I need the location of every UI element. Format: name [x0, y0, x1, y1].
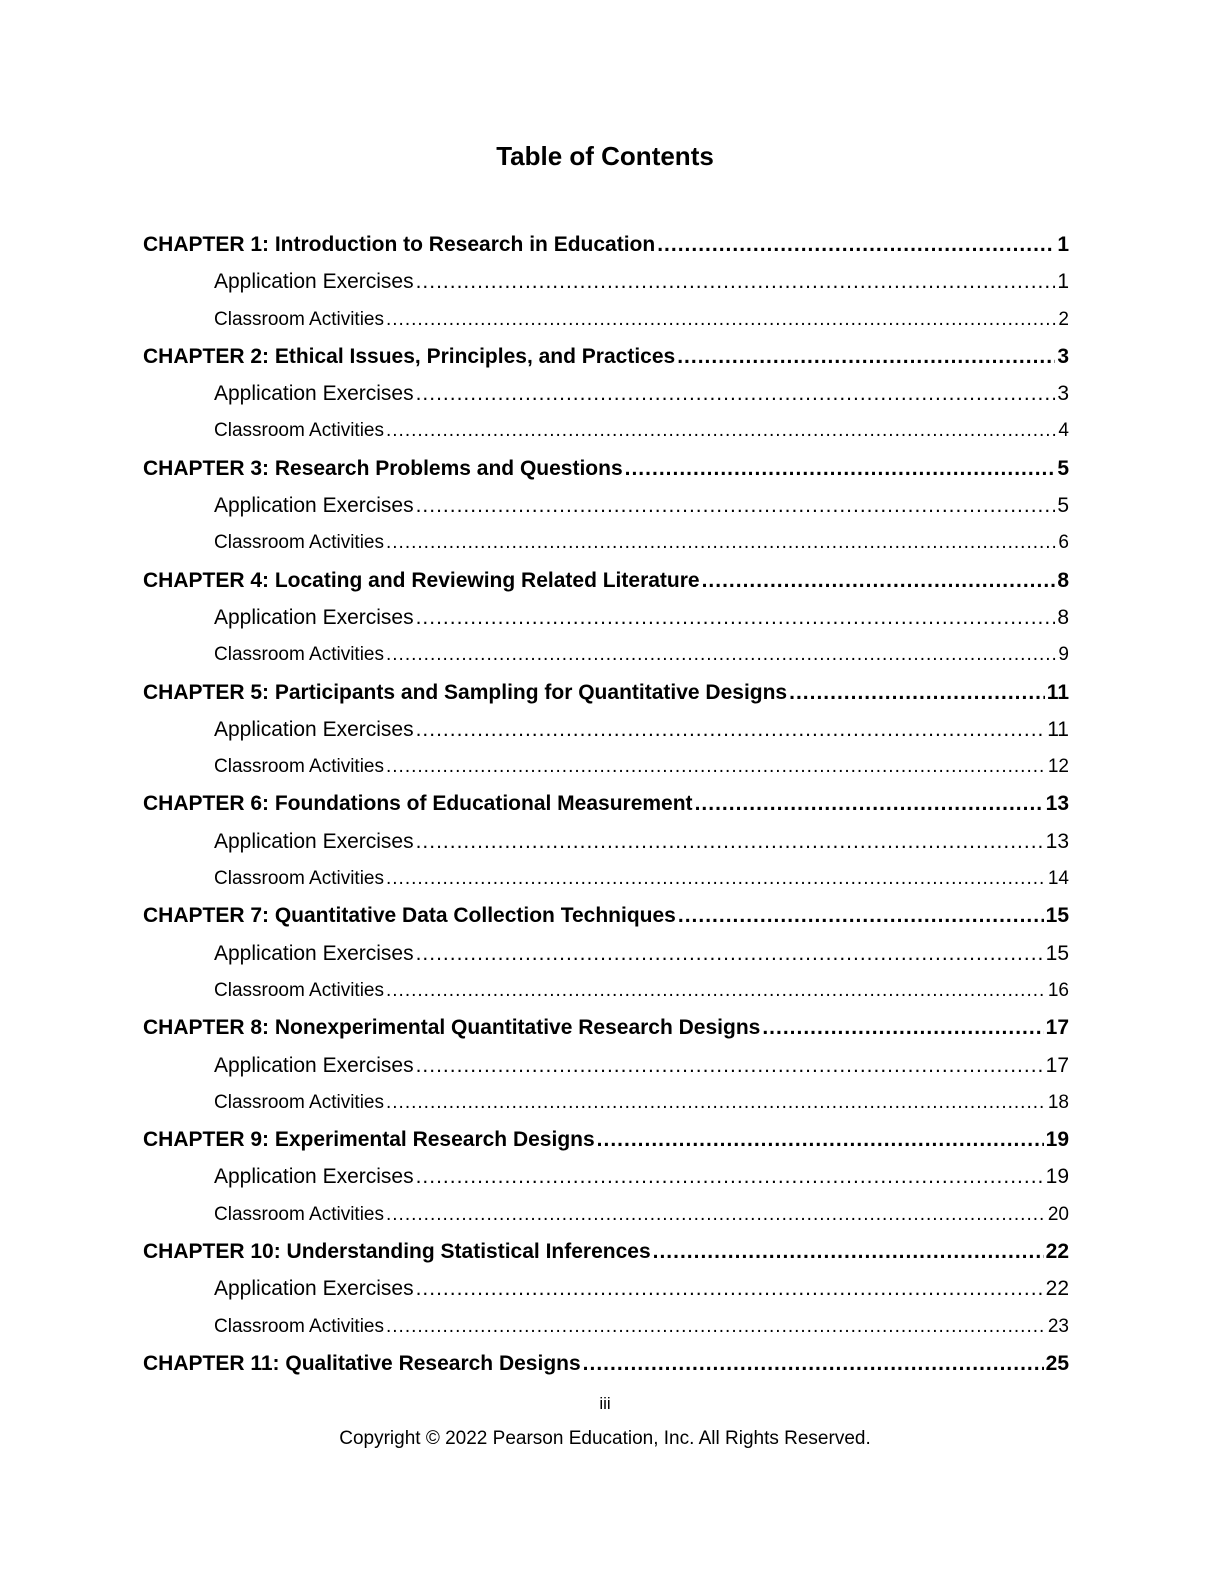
toc-entry-page: 22 — [1045, 1277, 1069, 1301]
toc-entry-label: CHAPTER 1: Introduction to Research in Education — [143, 233, 656, 256]
toc-subentry[interactable] — [143, 935, 1069, 972]
toc-entry-page: 20 — [1047, 1203, 1069, 1225]
dot-leader — [416, 1270, 1044, 1307]
toc-entry-label: CHAPTER 10: Understanding Statistical Inferences — [143, 1240, 651, 1264]
dot-leader — [386, 860, 1046, 897]
toc-entry-page: 2 — [1058, 308, 1069, 330]
toc-entry-page: 1 — [1057, 233, 1069, 256]
toc-entry-page: 1 — [1057, 270, 1069, 294]
toc-chapter-entry[interactable] — [143, 226, 1069, 263]
toc-entry-page: 8 — [1057, 605, 1069, 629]
dot-leader — [386, 972, 1046, 1009]
footer-copyright: Copyright © 2022 Pearson Education, Inc. All Rights Reserved. — [339, 1428, 871, 1449]
toc-entry-page: 16 — [1047, 979, 1069, 1001]
toc-subentry[interactable] — [143, 1270, 1069, 1307]
toc-entry-label: Application Exercises — [214, 605, 414, 629]
toc-subentry[interactable] — [143, 1158, 1069, 1195]
dot-leader — [386, 301, 1056, 338]
toc-entry-page: 3 — [1057, 344, 1069, 368]
toc-subentry[interactable] — [143, 375, 1069, 412]
toc-entry-label: Application Exercises — [214, 270, 414, 294]
toc-entry-label: Classroom Activities — [214, 532, 384, 554]
toc-subentry[interactable] — [143, 263, 1069, 300]
toc-entry-page: 15 — [1045, 904, 1069, 928]
dot-leader — [416, 487, 1056, 524]
toc-entry-label: Application Exercises — [214, 829, 414, 853]
toc-entry-page: 22 — [1045, 1240, 1069, 1264]
toc-entry-label: CHAPTER 11: Qualitative Research Designs — [143, 1351, 581, 1375]
dot-leader — [416, 711, 1046, 748]
toc-chapter-entry[interactable] — [143, 897, 1069, 934]
footer-page-number: iii — [599, 1394, 611, 1413]
toc-chapter-entry[interactable] — [143, 450, 1069, 487]
dot-leader — [416, 935, 1044, 972]
toc-entry-page: 19 — [1045, 1165, 1069, 1189]
dot-leader — [416, 1047, 1044, 1084]
toc-subentry[interactable] — [143, 711, 1069, 748]
dot-leader — [386, 412, 1056, 449]
toc-subentry[interactable] — [143, 860, 1069, 897]
toc-entry-page: 11 — [1047, 717, 1069, 741]
dot-leader — [386, 748, 1046, 785]
toc-entry-page: 17 — [1045, 1053, 1069, 1077]
dot-leader — [386, 1196, 1046, 1233]
toc-subentry[interactable] — [143, 487, 1069, 524]
dot-leader — [657, 226, 1055, 263]
toc-subentry[interactable] — [143, 1047, 1069, 1084]
dot-leader — [416, 599, 1056, 636]
dot-leader — [416, 375, 1056, 412]
toc-entry-page: 4 — [1058, 420, 1069, 442]
toc-entry-page: 13 — [1045, 829, 1069, 853]
toc-chapter-entry[interactable] — [143, 674, 1069, 711]
toc-entry-page: 12 — [1047, 756, 1069, 778]
toc-chapter-entry[interactable] — [143, 338, 1069, 375]
toc-entry-page: 6 — [1058, 532, 1069, 554]
toc-entry-label: Classroom Activities — [214, 308, 384, 330]
toc-entry-page: 17 — [1045, 1016, 1069, 1040]
toc-entry-label: Application Exercises — [214, 494, 414, 518]
toc-entry-label: Application Exercises — [214, 1277, 414, 1301]
dot-leader — [416, 1158, 1044, 1195]
toc-entry-page: 19 — [1045, 1128, 1069, 1152]
toc-entry-label: CHAPTER 5: Participants and Sampling for Quantitative Designs — [143, 680, 788, 704]
dot-leader — [678, 897, 1044, 934]
toc-entry-label: CHAPTER 4: Locating and Reviewing Related Literature — [143, 568, 700, 592]
toc-entry-label: CHAPTER 8: Nonexperimental Quantitative Research Designs — [143, 1016, 761, 1040]
dot-leader — [789, 674, 1045, 711]
toc-chapter-entry[interactable] — [143, 1009, 1069, 1046]
toc-chapter-entry[interactable] — [143, 1233, 1069, 1270]
toc-entry-label: CHAPTER 6: Foundations of Educational Measurement — [143, 792, 693, 816]
toc-chapter-entry[interactable] — [143, 1345, 1069, 1382]
toc-entry-page: 15 — [1045, 941, 1069, 965]
toc-chapter-entry[interactable] — [143, 785, 1069, 822]
toc-subentry[interactable] — [143, 412, 1069, 449]
toc-entry-label: Classroom Activities — [214, 868, 384, 890]
toc-entry-page: 23 — [1047, 1315, 1069, 1337]
toc-entry-label: CHAPTER 7: Quantitative Data Collection Techniques — [143, 904, 676, 928]
toc-entry-page: 11 — [1046, 680, 1069, 704]
toc-entry-page: 3 — [1057, 382, 1069, 406]
toc-subentry[interactable] — [143, 1308, 1069, 1345]
toc-subentry[interactable] — [143, 599, 1069, 636]
toc-subentry[interactable] — [143, 823, 1069, 860]
dot-leader — [416, 263, 1056, 300]
toc-subentry[interactable] — [143, 524, 1069, 561]
toc-entry-page: 5 — [1057, 456, 1069, 480]
toc-entry-page: 25 — [1045, 1351, 1069, 1375]
toc-entry-label: Application Exercises — [214, 941, 414, 965]
toc-entry-label: Classroom Activities — [214, 644, 384, 666]
toc-entry-page: 5 — [1057, 494, 1069, 518]
toc-subentry[interactable] — [143, 972, 1069, 1009]
toc-chapter-entry[interactable] — [143, 1121, 1069, 1158]
toc-entry-label: Classroom Activities — [214, 756, 384, 778]
dot-leader — [416, 823, 1044, 860]
dot-leader — [386, 636, 1056, 673]
toc-subentry[interactable] — [143, 748, 1069, 785]
dot-leader — [762, 1009, 1043, 1046]
toc-entry-page: 18 — [1047, 1091, 1069, 1113]
toc-entry-label: CHAPTER 3: Research Problems and Questions — [143, 456, 623, 480]
toc-entry-page: 14 — [1047, 868, 1069, 890]
dot-leader — [653, 1233, 1044, 1270]
toc-entry-label: Application Exercises — [214, 717, 414, 741]
toc-entry-label: Application Exercises — [214, 382, 414, 406]
toc-entry-label: Classroom Activities — [214, 1203, 384, 1225]
toc-subentry[interactable] — [143, 1196, 1069, 1233]
toc-entry-label: Classroom Activities — [214, 1091, 384, 1113]
toc-entry-page: 9 — [1058, 644, 1069, 666]
page-title: Table of Contents — [496, 141, 714, 171]
toc-entry-label: Classroom Activities — [214, 979, 384, 1001]
toc-entry-label: Application Exercises — [214, 1165, 414, 1189]
toc-entry-label: Classroom Activities — [214, 420, 384, 442]
toc-subentry[interactable] — [143, 636, 1069, 673]
dot-leader — [677, 338, 1055, 375]
dot-leader — [702, 562, 1056, 599]
dot-leader — [386, 524, 1056, 561]
toc-entry-page: 13 — [1045, 792, 1069, 816]
toc-entry-page: 8 — [1057, 568, 1069, 592]
toc-entry-label: CHAPTER 9: Experimental Research Designs — [143, 1128, 595, 1152]
toc-entry-label: CHAPTER 2: Ethical Issues, Principles, and Practices — [143, 344, 676, 368]
toc-subentry[interactable] — [143, 301, 1069, 338]
toc-chapter-entry[interactable] — [143, 562, 1069, 599]
toc-entry-label: Classroom Activities — [214, 1315, 384, 1337]
dot-leader — [386, 1308, 1046, 1345]
dot-leader — [583, 1345, 1044, 1382]
dot-leader — [695, 785, 1044, 822]
toc-subentry[interactable] — [143, 1084, 1069, 1121]
dot-leader — [625, 450, 1056, 487]
dot-leader — [386, 1084, 1046, 1121]
toc-entry-label: Application Exercises — [214, 1053, 414, 1077]
dot-leader — [597, 1121, 1044, 1158]
table-of-contents — [143, 226, 1069, 1382]
